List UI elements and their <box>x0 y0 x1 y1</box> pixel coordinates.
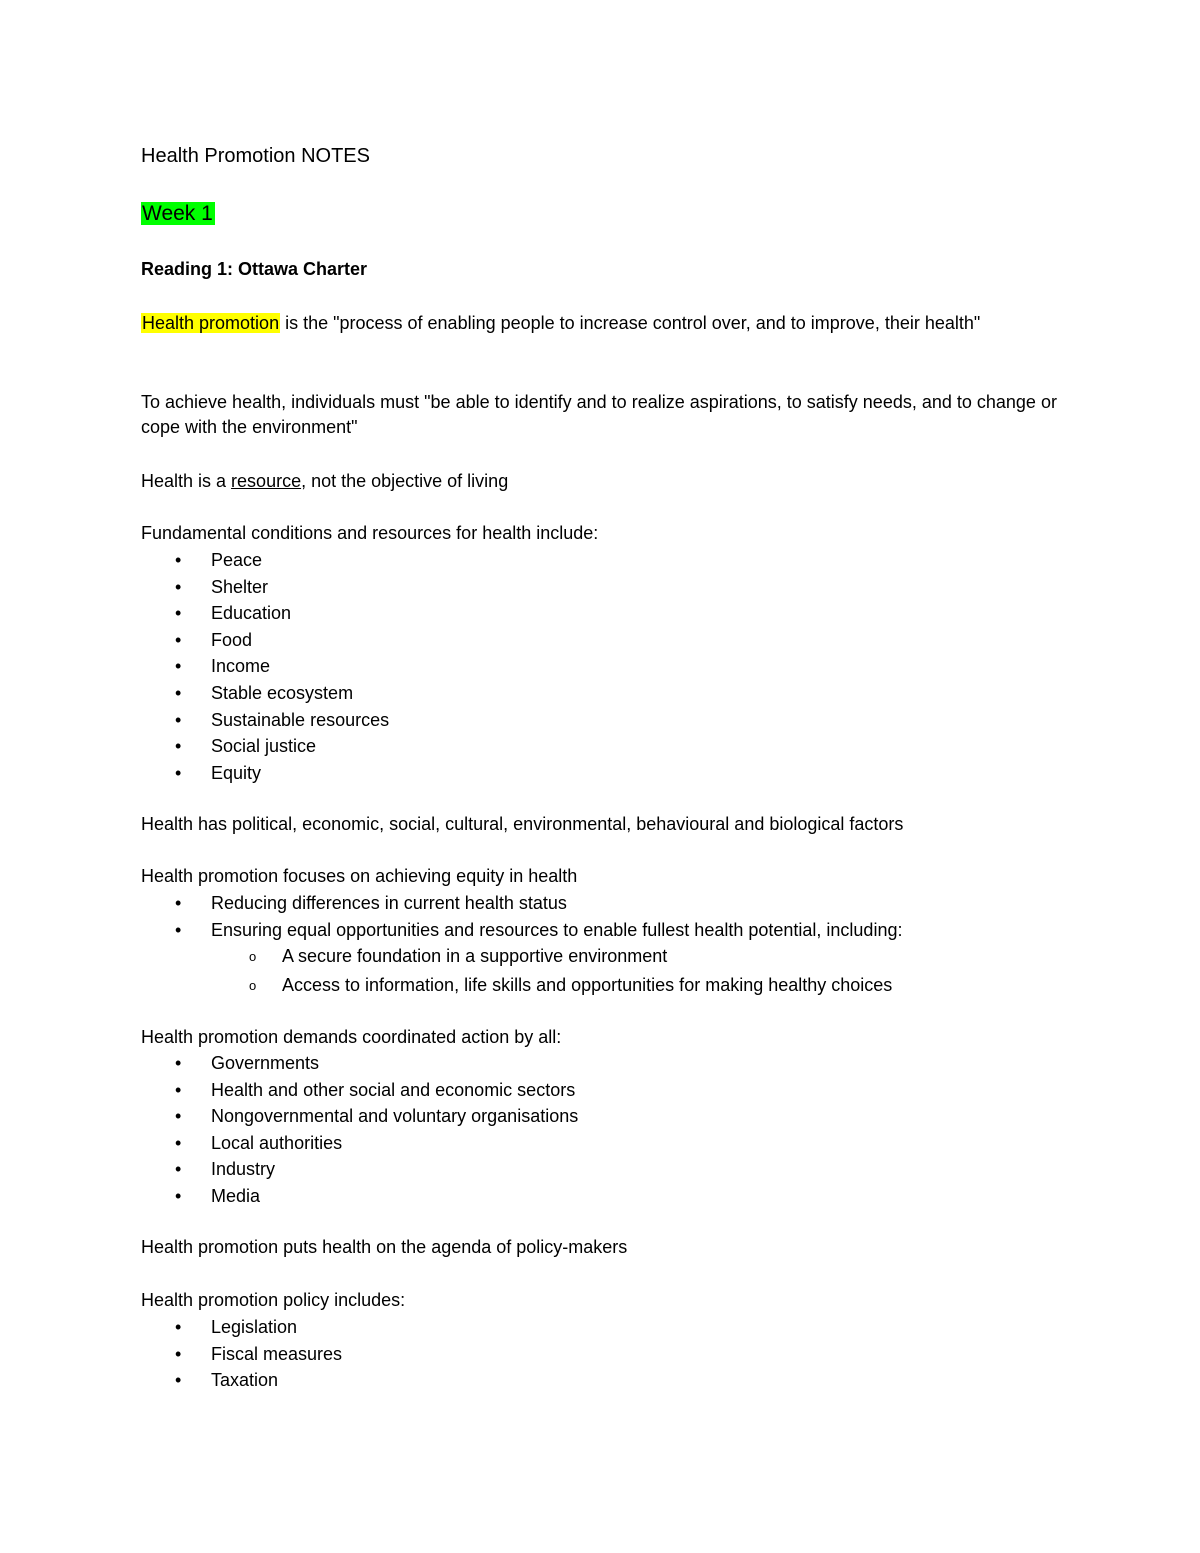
bullet-icon: • <box>175 1317 182 1337</box>
list-item: • Legislation <box>141 1314 342 1341</box>
list-item: • Reducing differences in current health status <box>141 890 902 917</box>
definition-term: Health promotion <box>142 313 280 333</box>
policy-intro: Health promotion policy includes: <box>141 1290 406 1310</box>
bullet-icon: • <box>175 1106 182 1127</box>
list-item: o A secure foundation in a supportive environment <box>141 943 902 970</box>
resource-underlined: resource <box>231 471 302 491</box>
list-item: • Taxation <box>141 1367 342 1394</box>
bullet-icon: • <box>175 919 182 940</box>
sub-bullet-icon: o <box>249 977 257 993</box>
list-item: • Governments <box>141 1050 578 1077</box>
bullet-icon: • <box>175 1053 182 1073</box>
sub-bullet-icon: o <box>249 949 257 965</box>
resource-text-before: Health is a <box>141 471 232 491</box>
conditions-list <box>141 547 389 786</box>
list-item: o Access to information, life skills and opportunities for making healthy choices <box>141 972 902 999</box>
bullet-icon: • <box>175 576 182 597</box>
list-item: • Nongovernmental and voluntary organisations <box>141 1103 578 1130</box>
definition-paragraph <box>141 311 1061 336</box>
week-label: Week 1 <box>142 202 213 225</box>
resource-text-after: , not the objective of living <box>301 471 509 491</box>
resource-paragraph <box>141 469 508 494</box>
bullet-icon: • <box>175 1370 182 1391</box>
bullet-icon: • <box>175 1132 182 1153</box>
list-item: • Industry <box>141 1156 578 1183</box>
list-item: • Shelter <box>141 574 389 601</box>
definition-text: is the "process of enabling people to increase control over, and to improve, their health" <box>280 313 981 333</box>
list-item: • Peace <box>141 547 389 574</box>
policy-list <box>141 1314 342 1394</box>
achieve-paragraph: To achieve health, individuals must "be able to identify and to realize aspirations, to satisfy needs, and to change or cope with the environment" <box>141 392 1057 437</box>
list-item: • Health and other social and economic sectors <box>141 1077 578 1104</box>
bullet-icon: • <box>175 736 182 757</box>
reading-heading: Reading 1: Ottawa Charter <box>141 259 368 279</box>
bullet-icon: • <box>175 656 182 677</box>
bullet-icon: • <box>175 1185 182 1206</box>
conditions-intro: Fundamental conditions and resources for health include: <box>141 523 599 543</box>
bullet-icon: • <box>175 682 182 703</box>
bullet-icon: • <box>175 603 182 624</box>
list-item: • Media <box>141 1183 578 1210</box>
list-item: • Equity <box>141 760 389 787</box>
bullet-icon: • <box>175 629 182 650</box>
list-item: • Education <box>141 600 389 627</box>
factors-paragraph: Health has political, economic, social, cultural, environmental, behavioural and biological factors <box>141 814 904 834</box>
bullet-icon: • <box>175 550 182 570</box>
list-item: • Fiscal measures <box>141 1341 342 1368</box>
list-item: • Income <box>141 653 389 680</box>
bullet-icon: • <box>175 1079 182 1100</box>
document-title: Health Promotion NOTES <box>141 145 370 167</box>
equity-intro: Health promotion focuses on achieving equity in health <box>141 866 578 886</box>
bullet-icon: • <box>175 893 182 913</box>
action-intro: Health promotion demands coordinated action by all: <box>141 1027 562 1047</box>
list-item: • Ensuring equal opportunities and resources to enable fullest health potential, including: <box>141 917 902 944</box>
bullet-icon: • <box>175 709 182 730</box>
list-item: • Stable ecosystem <box>141 680 389 707</box>
agenda-paragraph: Health promotion puts health on the agenda of policy-makers <box>141 1237 628 1257</box>
bullet-icon: • <box>175 762 182 783</box>
list-item: • Sustainable resources <box>141 707 389 734</box>
equity-list <box>141 890 902 998</box>
bullet-icon: • <box>175 1159 182 1180</box>
action-list <box>141 1050 578 1210</box>
list-item: • Social justice <box>141 733 389 760</box>
list-item: • Food <box>141 627 389 654</box>
list-item: • Local authorities <box>141 1130 578 1157</box>
week-heading <box>141 199 215 229</box>
bullet-icon: • <box>175 1343 182 1364</box>
